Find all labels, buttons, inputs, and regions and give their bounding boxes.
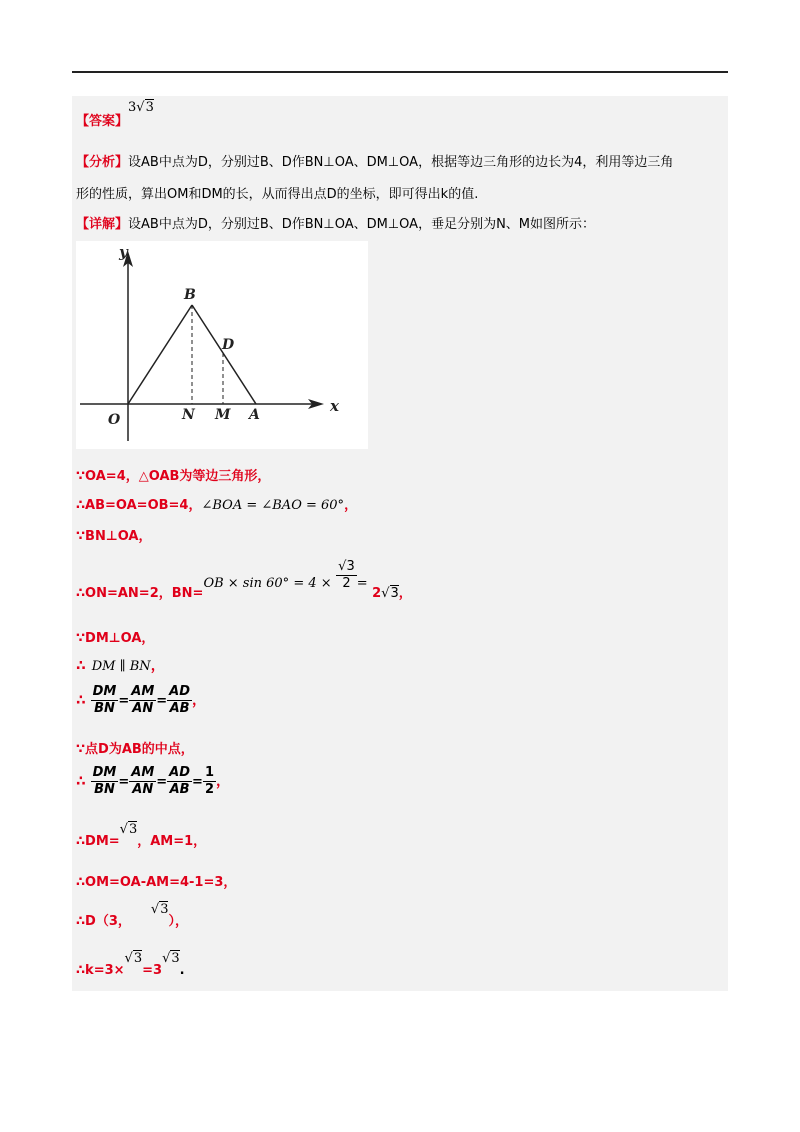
step-10-rad: √3 [119, 822, 138, 837]
step-4-fraction: $\frac{√3}{2}$ [338, 559, 355, 591]
label-x: x [330, 397, 339, 415]
step-4-suffix: ， [398, 586, 412, 601]
label-B: B [184, 287, 196, 303]
fraction-AD-AB: $\frac{AD}{AB}$ [169, 684, 191, 716]
label-M: M [215, 407, 231, 423]
step-4-text: ∴ON=AN=2，BN= [76, 586, 204, 601]
fraction-DM-BN-2: $\frac{DM}{BN}$ [92, 765, 117, 797]
label-A: A [249, 407, 260, 423]
header-rule [72, 71, 728, 73]
step-9: ∴ $\frac{DM}{BN}$ = $\frac{AM}{AN}$ = $\frac{AD}{AB}$ = $\frac{1}{2}$ ， [76, 765, 230, 797]
geometry-figure [76, 241, 368, 449]
fraction-AD-AB-2: $\frac{AD}{AB}$ [169, 765, 191, 797]
detail-label: 【详解】 [76, 217, 129, 232]
step-6: ∴ DM ∥ BN， [76, 658, 165, 674]
side-BA [192, 305, 256, 404]
step-4-math: OB × sin 60° = 4 × [203, 576, 332, 591]
answer-value: 3√3 [128, 100, 154, 115]
step-4-equals: = [356, 576, 368, 591]
fraction-DM-BN: $\frac{DM}{BN}$ [92, 684, 117, 716]
step-12: ∴D（3，√3）， [76, 902, 188, 929]
detail-line [76, 213, 595, 232]
geometry-figure-svg [76, 241, 368, 449]
analysis-label: 【分析】 [76, 155, 129, 170]
step-2-math: ∠BOA = ∠BAO = 60° [201, 498, 345, 513]
label-D: D [222, 337, 235, 353]
step-11: ∴OM=OA-AM=4-1=3， [76, 875, 237, 890]
step-2-text: ∴AB=OA=OB=4， [76, 498, 202, 513]
fraction-AM-AN-2: $\frac{AM}{AN}$ [131, 765, 155, 797]
step-7: ∴ $\frac{DM}{BN}$ = $\frac{AM}{AN}$ = $\frac{AD}{AB}$ ， [76, 684, 207, 716]
answer-label: 【答案】 [76, 114, 129, 129]
step-8: ∵点D为AB的中点， [76, 742, 194, 757]
step-6-math: DM ∥ BN [91, 659, 151, 674]
label-y: y [119, 243, 128, 261]
label-N: N [182, 407, 195, 423]
analysis-line-2: 形的性质，算出OM和DM的长，从而得出点D的坐标，即可得出k的值. [76, 187, 479, 202]
step-4 [76, 555, 412, 601]
step-2-suffix: ， [344, 498, 358, 513]
step-13-rad-2: √3 [162, 951, 180, 966]
step-13: ∴k=3×√3=3√3. [76, 951, 185, 978]
step-5: ∵DM⊥OA， [76, 631, 155, 646]
fraction-one-half: $\frac{1}{2}$ [204, 765, 214, 797]
side-OB [128, 305, 192, 404]
step-2 [76, 494, 357, 513]
step-13-rad-1: √3 [124, 951, 143, 966]
analysis-line-1 [76, 151, 673, 170]
step-1: ∵OA=4，△OAB为等边三角形， [76, 469, 271, 484]
step-10: ∴DM=√3，AM=1， [76, 822, 207, 849]
step-3: ∵BN⊥OA， [76, 529, 152, 544]
analysis-text-1: 设AB中点为D，分别过B、D作BN⊥OA、DM⊥OA，根据等边三角形的边长为4，利用等边三角 [128, 155, 674, 170]
step-12-rad: √3 [150, 902, 169, 917]
step-4-result: 2√3 [372, 586, 399, 601]
detail-text: 设AB中点为D，分别过B、D作BN⊥OA、DM⊥OA，垂足分别为N、M如图所示： [128, 217, 596, 232]
label-O: O [108, 412, 121, 428]
fraction-AM-AN: $\frac{AM}{AN}$ [131, 684, 155, 716]
